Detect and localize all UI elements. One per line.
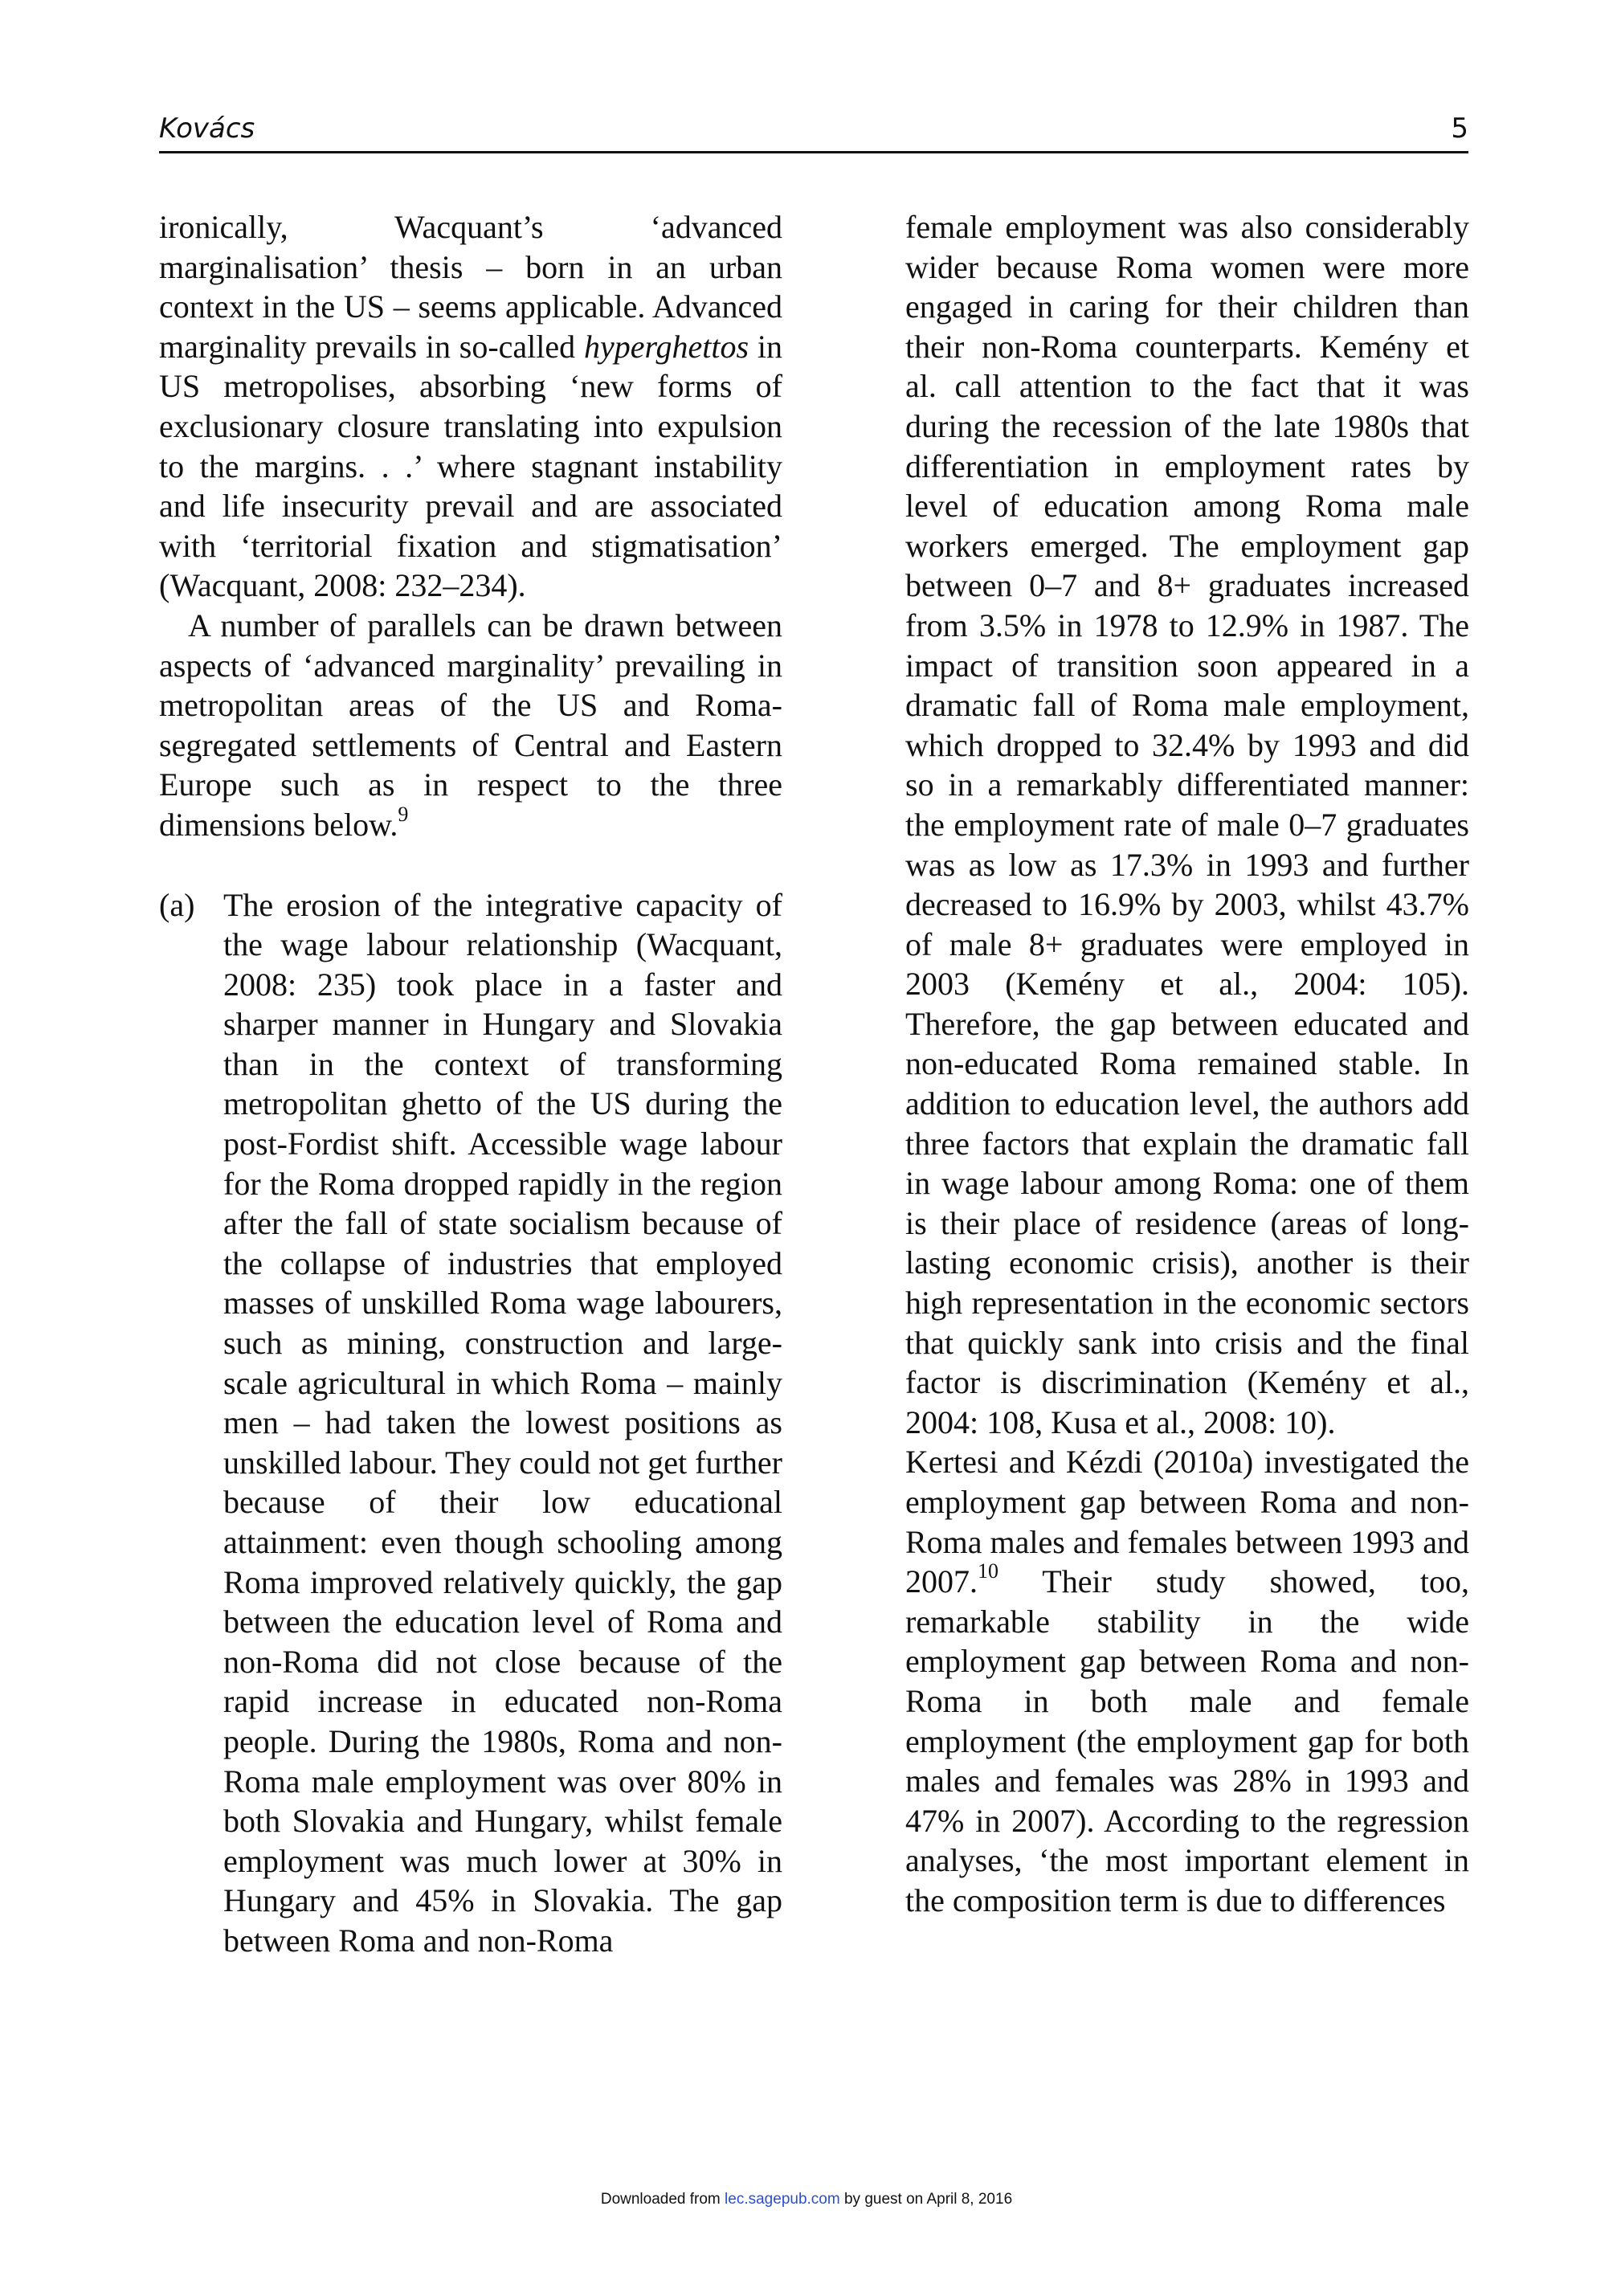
- emphasized-term: hyperghettos: [583, 328, 749, 365]
- paragraph-text: Their study showed, too, remarkable stability in the wide employment gap between Roma and non-Roma in both male and female employment (the employment gap for both males and females was 28% in 1993 and 47% in 2007). According to the regression analyses, ‘the most important element in the composition term is due to differences: [905, 1563, 1469, 1918]
- page-number: 5: [1451, 112, 1468, 145]
- source-link[interactable]: lec.sagepub.com: [725, 2191, 840, 2208]
- list-item-text: The erosion of the integrative capacity of the wage labour relationship (Wacquant, 2008: 235) took place in a faster and sharper manner in Hungary and Slovakia than in the context of transforming metropolitan ghetto of the US during the post-Fordist shift. Accessible wage labour for the Roma dropped rapidly in the region after the fall of state socialism because of the collapse of industries that employed masses of unskilled Roma wage labourers, such as mining, construction and large-scale agricultural in which Roma – mainly men – had taken the lowest positions as unskilled labour. They could not get further because of their low educational attainment: even though schooling among Roma improved relatively quickly, the gap between the education level of Roma and non-Roma did not close because of the rapid increase in educated non-Roma people. During the 1980s, Roma and non-Roma male employment was over 80% in both Slovakia and Hungary, whilst female employment was much lower at 30% in Hungary and 45% in Slovakia. The gap between Roma and non-Roma: [223, 886, 782, 1959]
- footer-suffix: by guest on April 8, 2016: [839, 2191, 1013, 2208]
- download-footer: [0, 2191, 1613, 2208]
- body-paragraph: [159, 606, 782, 845]
- paragraph-text: Kertesi and Kézdi (2010a) investigated the employment gap between Roma and non-Roma males and females between 1993 and 2007.: [905, 1444, 1469, 1600]
- list-marker: (a): [159, 886, 195, 923]
- body-paragraph: female employment was also considerably wider because Roma women were more engaged in caring for their children than their non-Roma counterparts. Kemény et al. call attention to the fact that it was during the recession of the late 1980s that differentiation in employment rates by level of education among Roma male workers emerged. The employment gap between 0–7 and 8+ graduates increased from 3.5% in 1978 to 12.9% in 1987. The impact of transition soon appeared in a dramatic fall of Roma male employment, which dropped to 32.4% by 1993 and did so in a remarkably differentiated manner: the employment rate of male 0–7 graduates was as low as 17.3% in 1993 and further decreased to 16.9% by 2003, whilst 43.7% of male 8+ graduates were employed in 2003 (Kemény et al., 2004: 105). Therefore, the gap between educated and non-educated Roma remained stable. In addition to education level, the authors add three factors that explain the dramatic fall in wage labour among Roma: one of them is their place of residence (areas of long-lasting economic crisis), another is their high representation in the economic sectors that quickly sank into crisis and the final factor is discrimination (Kemény et al., 2004: 108, Kusa et al., 2008: 10).: [905, 209, 1469, 1440]
- footnote-marker: 10: [978, 1559, 998, 1583]
- paragraph-text: in US metropolises, absorbing ‘new forms of exclusionary closure translating into expulsion to the margins. . .’ where stagnant instability and life insecurity prevail and are associated with ‘territorial fixation and stigmatisation’ (Wacquant, 2008: 232–234).: [159, 328, 782, 604]
- paragraph-text: ironically, Wacquant’s ‘advanced marginalisation’ thesis – born in an urban context in the US – seems applicable. Advanced marginality prevails in so-called: [159, 209, 782, 365]
- paragraph-text: A number of parallels can be drawn between aspects of ‘advanced marginality’ prevailing in metropolitan areas of the US and Roma-segregated settlements of Central and Eastern Europe such as in respect to the three dimensions below.: [159, 607, 782, 843]
- body-paragraph: [905, 1442, 1469, 1920]
- left-column: [159, 207, 782, 1961]
- page-header: [159, 106, 1468, 153]
- running-head: Kovács: [159, 112, 255, 145]
- body-paragraph: [159, 207, 782, 606]
- right-column: [905, 207, 1469, 1921]
- footer-prefix: Downloaded from: [600, 2191, 725, 2208]
- footnote-marker: 9: [398, 802, 409, 826]
- list-item: [159, 885, 782, 1961]
